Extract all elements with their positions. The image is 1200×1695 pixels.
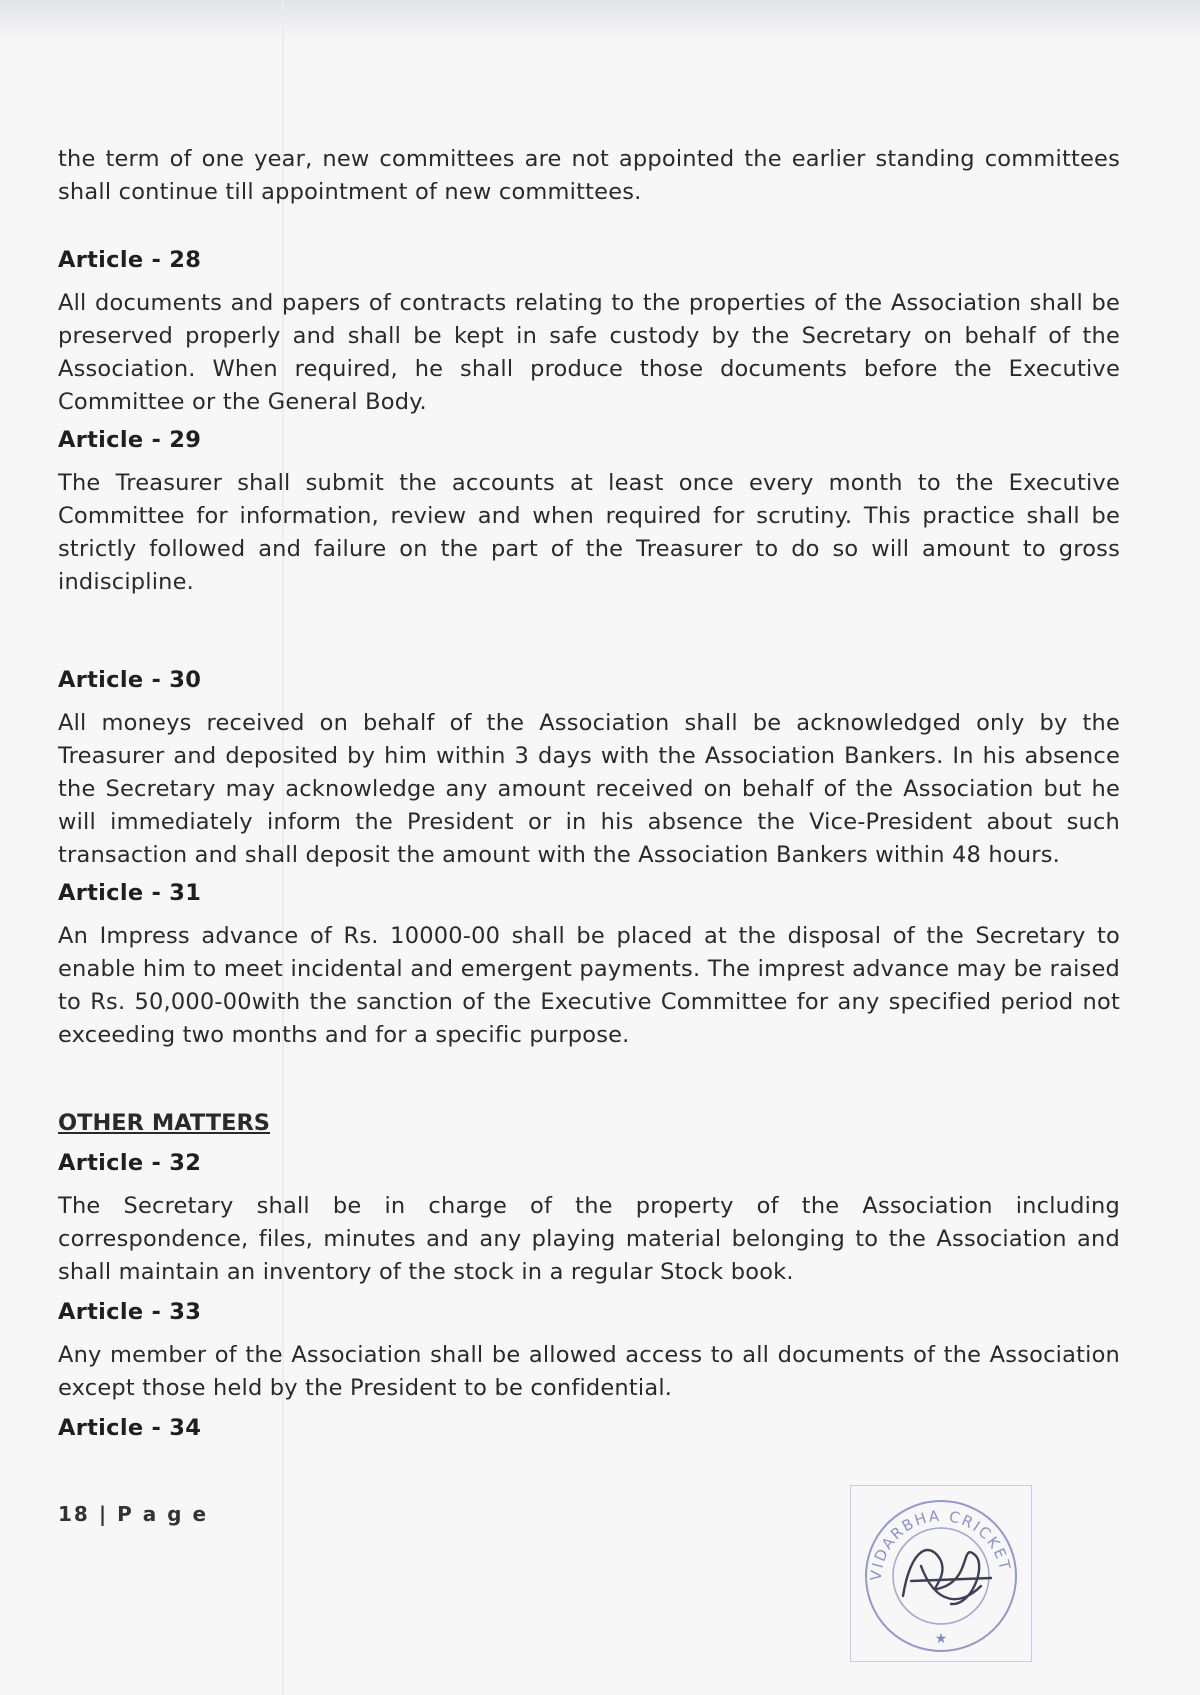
page-footer bbox=[58, 1502, 208, 1526]
article-29-heading: Article - 29 bbox=[58, 427, 202, 453]
page-separator: | bbox=[98, 1502, 109, 1526]
article-33-text: Any member of the Association shall be allowed access to all documents of the Association except those held by the President to be confidential. bbox=[58, 1342, 1120, 1401]
article-30-heading: Article - 30 bbox=[58, 667, 202, 693]
article-30-text: All moneys received on behalf of the Association shall be acknowledged only by the Treasurer and deposited by him within 3 days with the Association Bankers. In his absence the Secretary may acknowledge any amount received on behalf of the Association but he will immediately inform the President or in his absence the Vice-President about such transaction and shall deposit the amount with the Association Bankers within 48 hours. bbox=[58, 710, 1120, 868]
document-body bbox=[58, 143, 1120, 1443]
article-29-text: The Treasurer shall submit the accounts at least once every month to the Executive Committee for information, review and when required for scrutiny. This practice shall be strictly followed and failure on the part of the Treasurer to do so will amount to gross indiscipline. bbox=[58, 470, 1120, 595]
svg-text:★: ★ bbox=[934, 1631, 948, 1647]
svg-text:VIDARBHA CRICKET ASSOCIATION,: VIDARBHA CRICKET bbox=[866, 1506, 1015, 1582]
article-33-heading: Article - 33 bbox=[58, 1299, 202, 1325]
continuation-paragraph: the term of one year, new committees are not appointed the earlier standing committees shall continue till appointment of new committees. bbox=[58, 146, 1120, 205]
article-32-text: The Secretary shall be in charge of the property of the Association including correspondence, files, minutes and any playing material belonging to the Association and shall maintain an inventory of the stock in a regular Stock book. bbox=[58, 1193, 1120, 1285]
scan-shadow bbox=[0, 0, 1200, 40]
page-number: 18 bbox=[58, 1502, 90, 1526]
article-31-heading: Article - 31 bbox=[58, 880, 202, 906]
section-heading-other-matters: OTHER MATTERS bbox=[58, 1110, 271, 1136]
seal-stamp-icon bbox=[851, 1486, 1031, 1661]
article-28-heading: Article - 28 bbox=[58, 247, 202, 273]
article-31-text: An Impress advance of Rs. 10000-00 shall be placed at the disposal of the Secretary to enable him to meet incidental and emergent payments. The imprest advance may be raised to Rs. 50,000-00with the sanction of the Executive Committee for any specified period not exceeding two months and for a specific purpose. bbox=[58, 923, 1120, 1048]
article-28-text: All documents and papers of contracts relating to the properties of the Association shall be preserved properly and shall be kept in safe custody by the Secretary on behalf of the Association. When required, he shall produce those documents before the Executive Committee or the General Body. bbox=[58, 290, 1120, 415]
page-label: P a g e bbox=[117, 1502, 209, 1526]
article-32-heading: Article - 32 bbox=[58, 1150, 202, 1176]
association-seal bbox=[850, 1485, 1032, 1662]
article-34-heading: Article - 34 bbox=[58, 1415, 202, 1441]
